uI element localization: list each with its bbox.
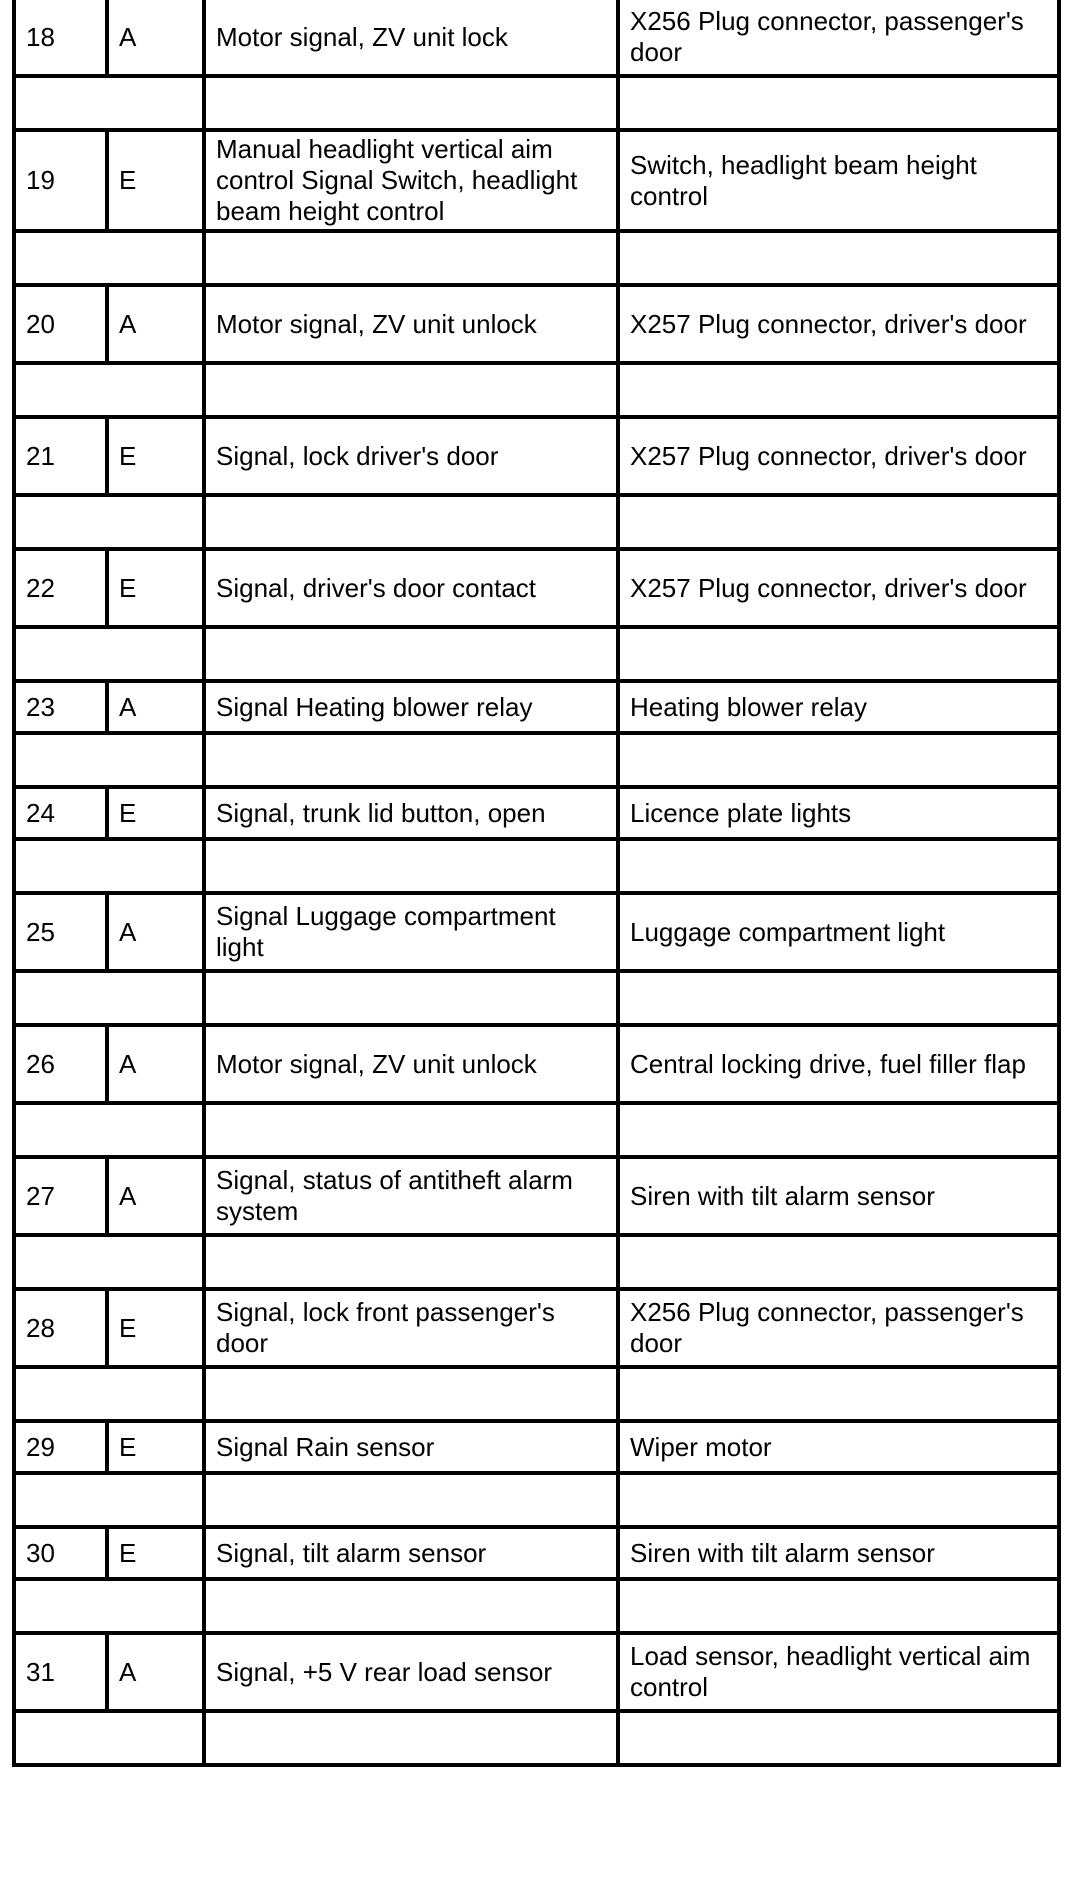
signal-cell: Signal, lock front passenger's door <box>204 1289 618 1367</box>
pin-cell: 24 <box>14 787 107 839</box>
spacer-cell <box>14 1367 204 1421</box>
signal-cell: Signal, driver's door contact <box>204 549 618 627</box>
spacer-row <box>14 363 1059 417</box>
spacer-cell <box>618 1579 1059 1633</box>
component-cell: X256 Plug connector, passenger's door <box>618 1289 1059 1367</box>
spacer-cell <box>204 363 618 417</box>
spacer-cell <box>204 971 618 1025</box>
spacer-cell <box>14 839 204 893</box>
spacer-cell <box>618 971 1059 1025</box>
direction-cell: A <box>107 893 204 971</box>
pin-cell: 29 <box>14 1421 107 1473</box>
signal-cell: Motor signal, ZV unit unlock <box>204 285 618 363</box>
spacer-row <box>14 733 1059 787</box>
spacer-cell <box>618 1473 1059 1527</box>
table-row <box>14 285 1059 363</box>
table-row <box>14 1157 1059 1235</box>
direction-cell: A <box>107 1157 204 1235</box>
spacer-cell <box>618 1235 1059 1289</box>
pin-cell: 21 <box>14 417 107 495</box>
direction-cell: E <box>107 417 204 495</box>
pin-cell: 25 <box>14 893 107 971</box>
table-row <box>14 787 1059 839</box>
component-cell: Load sensor, headlight vertical aim control <box>618 1633 1059 1711</box>
spacer-cell <box>14 1579 204 1633</box>
component-cell: Wiper motor <box>618 1421 1059 1473</box>
table-body <box>14 0 1059 1765</box>
spacer-cell <box>204 1579 618 1633</box>
component-cell: X257 Plug connector, driver's door <box>618 285 1059 363</box>
spacer-row <box>14 231 1059 285</box>
direction-cell: E <box>107 787 204 839</box>
spacer-cell <box>204 627 618 681</box>
pin-cell: 18 <box>14 0 107 76</box>
component-cell: Central locking drive, fuel filler flap <box>618 1025 1059 1103</box>
spacer-cell <box>204 1103 618 1157</box>
signal-cell: Manual headlight vertical aim control Signal Switch, headlight beam height control <box>204 130 618 231</box>
direction-cell: A <box>107 0 204 76</box>
spacer-cell <box>618 733 1059 787</box>
spacer-cell <box>204 1367 618 1421</box>
spacer-row <box>14 1235 1059 1289</box>
component-cell: X257 Plug connector, driver's door <box>618 417 1059 495</box>
direction-cell: A <box>107 1633 204 1711</box>
spacer-cell <box>204 1473 618 1527</box>
component-cell: Siren with tilt alarm sensor <box>618 1157 1059 1235</box>
spacer-cell <box>618 1367 1059 1421</box>
spacer-row <box>14 839 1059 893</box>
pin-cell: 31 <box>14 1633 107 1711</box>
pin-cell: 26 <box>14 1025 107 1103</box>
spacer-cell <box>14 363 204 417</box>
component-cell: Licence plate lights <box>618 787 1059 839</box>
table-row <box>14 549 1059 627</box>
table-row <box>14 1633 1059 1711</box>
spacer-cell <box>14 495 204 549</box>
spacer-row <box>14 971 1059 1025</box>
direction-cell: E <box>107 1527 204 1579</box>
spacer-cell <box>618 1103 1059 1157</box>
pin-cell: 19 <box>14 130 107 231</box>
signal-cell: Signal, status of antitheft alarm system <box>204 1157 618 1235</box>
signal-cell: Signal Rain sensor <box>204 1421 618 1473</box>
direction-cell: E <box>107 1289 204 1367</box>
spacer-cell <box>14 1103 204 1157</box>
spacer-row <box>14 627 1059 681</box>
direction-cell: E <box>107 549 204 627</box>
table-row <box>14 0 1059 76</box>
direction-cell: A <box>107 681 204 733</box>
direction-cell: A <box>107 1025 204 1103</box>
component-cell: X257 Plug connector, driver's door <box>618 549 1059 627</box>
spacer-cell <box>204 76 618 130</box>
component-cell: Siren with tilt alarm sensor <box>618 1527 1059 1579</box>
component-cell: X256 Plug connector, passenger's door <box>618 0 1059 76</box>
spacer-cell <box>204 231 618 285</box>
signal-cell: Signal, trunk lid button, open <box>204 787 618 839</box>
signal-cell: Signal, lock driver's door <box>204 417 618 495</box>
spacer-cell <box>204 839 618 893</box>
spacer-row <box>14 1711 1059 1765</box>
spacer-cell <box>14 627 204 681</box>
pin-cell: 28 <box>14 1289 107 1367</box>
spacer-cell <box>618 231 1059 285</box>
spacer-row <box>14 1103 1059 1157</box>
table-row <box>14 681 1059 733</box>
spacer-row <box>14 1367 1059 1421</box>
spacer-cell <box>204 1711 618 1765</box>
spacer-cell <box>14 971 204 1025</box>
table-row <box>14 417 1059 495</box>
spacer-cell <box>618 839 1059 893</box>
spacer-row <box>14 1579 1059 1633</box>
pin-cell: 23 <box>14 681 107 733</box>
signal-cell: Signal Heating blower relay <box>204 681 618 733</box>
table-row <box>14 1289 1059 1367</box>
spacer-cell <box>618 1711 1059 1765</box>
pin-cell: 27 <box>14 1157 107 1235</box>
table-row <box>14 130 1059 231</box>
spacer-row <box>14 1473 1059 1527</box>
pin-cell: 20 <box>14 285 107 363</box>
spacer-cell <box>618 363 1059 417</box>
spacer-row <box>14 76 1059 130</box>
spacer-cell <box>618 627 1059 681</box>
direction-cell: E <box>107 1421 204 1473</box>
signal-cell: Signal Luggage compartment light <box>204 893 618 971</box>
table-row <box>14 1527 1059 1579</box>
signal-cell: Signal, +5 V rear load sensor <box>204 1633 618 1711</box>
component-cell: Switch, headlight beam height control <box>618 130 1059 231</box>
component-cell: Luggage compartment light <box>618 893 1059 971</box>
table-row <box>14 893 1059 971</box>
table-row <box>14 1025 1059 1103</box>
table-row <box>14 1421 1059 1473</box>
spacer-cell <box>14 1235 204 1289</box>
spacer-cell <box>14 733 204 787</box>
spacer-cell <box>204 495 618 549</box>
spacer-cell <box>618 76 1059 130</box>
spacer-cell <box>14 76 204 130</box>
spacer-cell <box>14 231 204 285</box>
signal-cell: Signal, tilt alarm sensor <box>204 1527 618 1579</box>
spacer-row <box>14 495 1059 549</box>
signal-cell: Motor signal, ZV unit lock <box>204 0 618 76</box>
spacer-cell <box>14 1473 204 1527</box>
spacer-cell <box>618 495 1059 549</box>
spacer-cell <box>204 733 618 787</box>
pin-assignment-table <box>12 0 1061 1767</box>
spacer-cell <box>14 1711 204 1765</box>
direction-cell: E <box>107 130 204 231</box>
pin-cell: 30 <box>14 1527 107 1579</box>
direction-cell: A <box>107 285 204 363</box>
component-cell: Heating blower relay <box>618 681 1059 733</box>
pin-cell: 22 <box>14 549 107 627</box>
spacer-cell <box>204 1235 618 1289</box>
signal-cell: Motor signal, ZV unit unlock <box>204 1025 618 1103</box>
